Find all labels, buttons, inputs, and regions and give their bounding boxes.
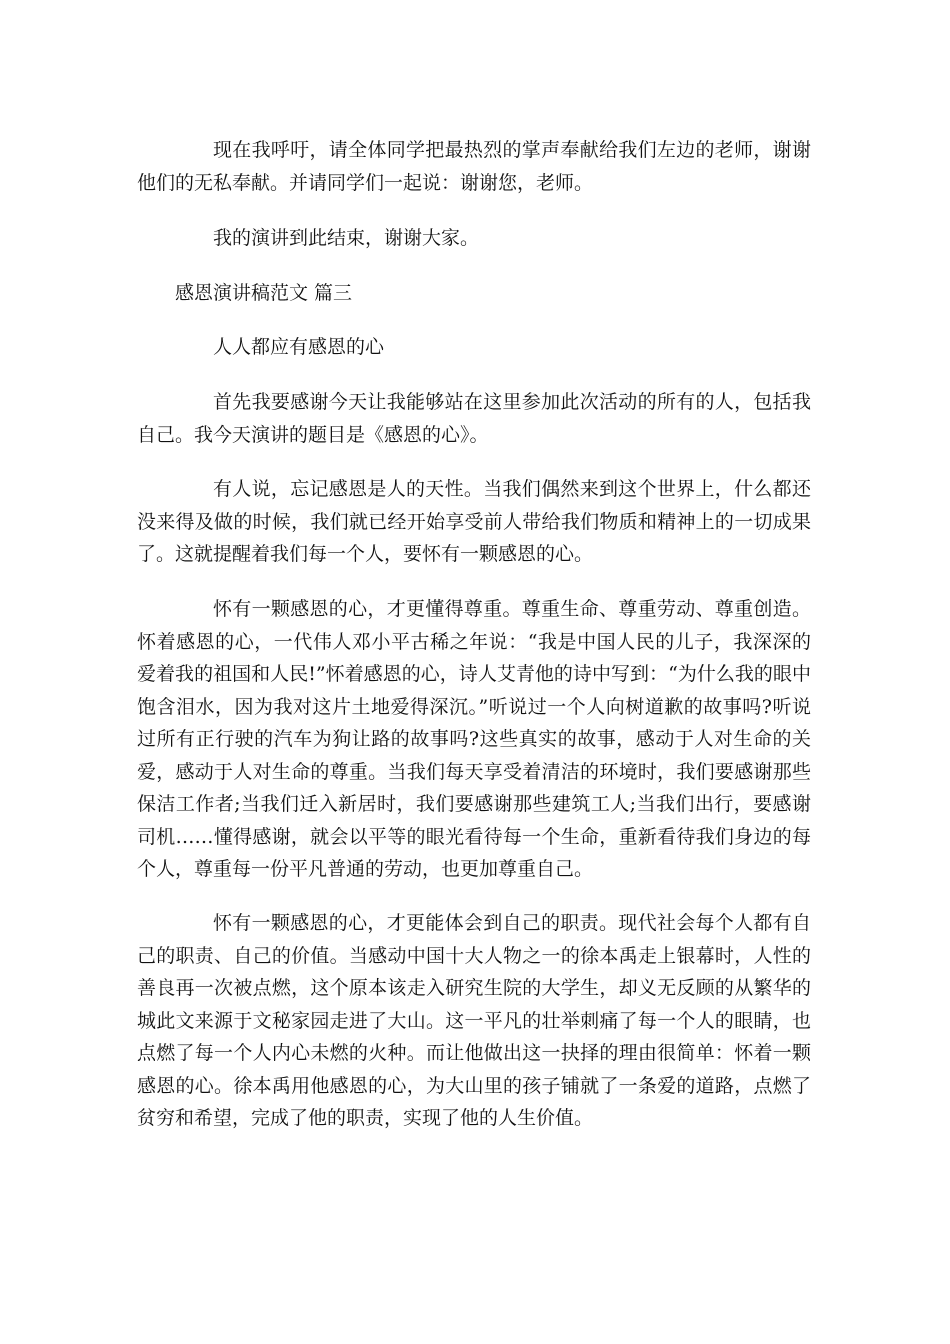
paragraph-respect: 怀有一颗感恩的心，才更懂得尊重。尊重生命、尊重劳动、尊重创造。怀着感恩的心，一代伟人邓小平古稀之年说：“我是中国人民的儿子，我深深的爱着我的祖国和人民!”怀着感恩的心，诗人艾青他的诗中写到：“为什么我的眼中饱含泪水，因为我对这片土地爱得深沉。”听说过一个人向树道歉的故事吗?听说过所有正行驶的汽车为狗让路的故事吗?这些真实的故事，感动于人对生命的关爱，感动于人对生命的尊重。当我们每天享受着清洁的环境时，我们要感谢那些保洁工作者;当我们迁入新居时，我们要感谢那些建筑工人;当我们出行，要感谢司机……懂得感谢，就会以平等的眼光看待每一个生命，重新看待我们身边的每个人，尊重每一份平凡普通的劳动，也更加尊重自己。 (137, 598, 811, 880)
paragraph-intro: 首先我要感谢今天让我能够站在这里参加此次活动的所有的人，包括我自己。我今天演讲的题目是《感恩的心》。 (137, 391, 811, 446)
speech-title: 人人都应有感恩的心 (213, 336, 385, 358)
paragraph-closing: 我的演讲到此结束，谢谢大家。 (213, 227, 480, 249)
section-heading: 感恩演讲稿范文 篇三 (175, 282, 353, 304)
paragraph-nature: 有人说，忘记感恩是人的天性。当我们偶然来到这个世界上，什么都还没来得及做的时候，我们就已经开始享受前人带给我们物质和精神上的一切成果了。这就提醒着我们每一个人，要怀有一颗感恩的心。 (137, 478, 811, 565)
paragraph-applause: 现在我呼吁，请全体同学把最热烈的掌声奉献给我们左边的老师，谢谢他们的无私奉献。并请同学们一起说：谢谢您，老师。 (137, 139, 811, 194)
paragraph-duty: 怀有一颗感恩的心，才更能体会到自己的职责。现代社会每个人都有自己的职责、自己的价值。当感动中国十大人物之一的徐本禹走上银幕时，人性的善良再一次被点燃，这个原本该走入研究生院的大学生，却义无反顾的从繁华的城此文来源于文秘家园走进了大山。这一平凡的壮举刺痛了每一个人的眼睛，也点燃了每一个人内心未燃的火种。而让他做出这一抉择的理由很简单：怀着一颗感恩的心。徐本禹用他感恩的心，为大山里的孩子铺就了一条爱的道路，点燃了贫穷和希望，完成了他的职责，实现了他的人生价值。 (137, 912, 811, 1129)
